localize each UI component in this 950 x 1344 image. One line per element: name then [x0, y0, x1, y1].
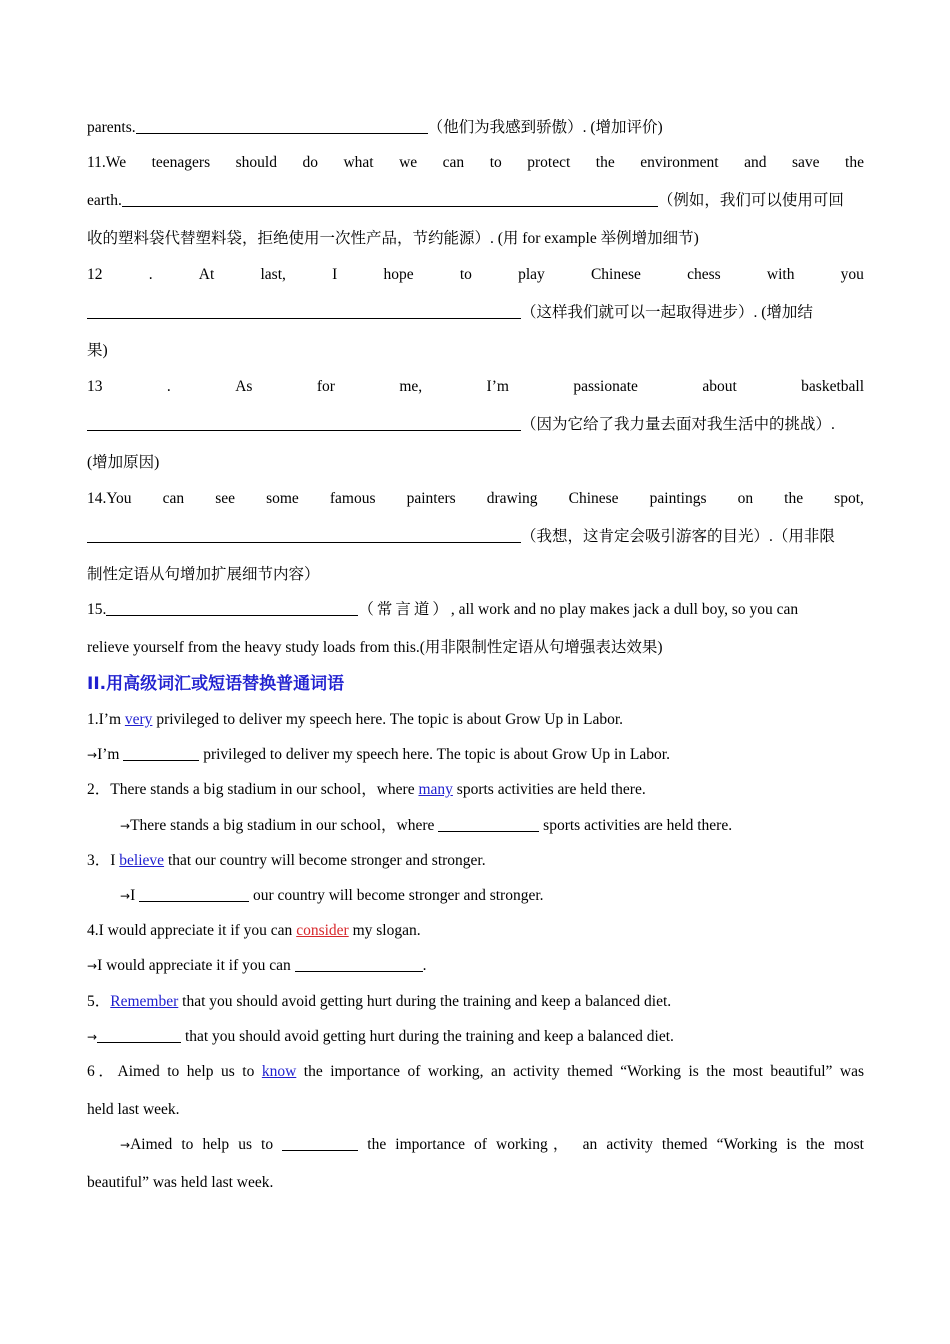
item-11-line2: earth. （例如，我们可以使用可回 [87, 192, 844, 209]
s2-item-4-answer: →I would appreciate it if you can . [87, 957, 427, 974]
item-13-line1: 13 . As for me, I’m passionate about basketball [87, 378, 864, 395]
s2-item-2: 2．There stands a big stadium in our school，where many sports activities are held there. [87, 781, 646, 798]
arrow-icon: → [120, 819, 131, 833]
s2-item-1: 1.I’m very privileged to deliver my speech here. The topic is about Grow Up in Labor. [87, 711, 624, 728]
item-12-line3: 果) [87, 342, 108, 359]
answer-blank[interactable] [438, 816, 539, 832]
item-14-line3: 制性定语从句增加扩展细节内容） [87, 566, 320, 583]
item-14-line2: （我想，这肯定会吸引游客的目光）.（用非限 [87, 527, 835, 546]
s2-item-6-line2: held last week. [87, 1101, 180, 1118]
item-12-line1: 12 . At last, I hope to play Chinese chess with you [87, 266, 864, 283]
item-15-line1: 15. （常言道）, all work and no play makes jack a dull boy, so you can [87, 601, 799, 618]
arrow-icon: → [120, 1138, 131, 1152]
item-11-line1: 11.We teenagers should do what we can to protect the environment and save the [87, 154, 864, 171]
s2-item-3: 3．I believe that our country will become stronger and stronger. [87, 852, 486, 869]
item-10-tail: parents. （他们为我感到骄傲）. (增加评价) [87, 119, 663, 136]
arrow-icon: → [87, 959, 98, 973]
s2-item-1-answer: →I’m privileged to deliver my speech here. The topic is about Grow Up in Labor. [87, 746, 670, 763]
s2-item-6: 6．Aimed to help us to know the importance of working, an activity themed “Working is the most beautiful” was [87, 1063, 864, 1080]
target-word: believe [119, 852, 165, 869]
answer-blank[interactable] [136, 118, 428, 134]
s2-item-5: 5．Remember that you should avoid getting hurt during the training and keep a balanced diet. [87, 993, 672, 1010]
answer-blank[interactable] [106, 600, 358, 616]
s2-item-5-answer: → that you should avoid getting hurt during the training and keep a balanced diet. [87, 1028, 674, 1045]
item-12-line2: （这样我们就可以一起取得进步）. (增加结 [87, 303, 813, 322]
section-heading: II.用高级词汇或短语替换普通词语 [87, 674, 345, 694]
target-word: consider [296, 922, 349, 939]
target-word: Remember [110, 993, 179, 1010]
answer-blank[interactable] [139, 886, 249, 902]
answer-blank[interactable] [97, 1027, 181, 1043]
arrow-icon: → [87, 748, 98, 762]
answer-blank[interactable] [87, 527, 521, 543]
answer-blank[interactable] [87, 415, 521, 431]
item-11-line3: 收的塑料袋代替塑料袋，拒绝使用一次性产品，节约能源）. (用 for example 举例增加细节) [87, 230, 699, 247]
arrow-icon: → [120, 889, 131, 903]
s2-item-3-answer: →I our country will become stronger and stronger. [120, 887, 544, 904]
arrow-icon: → [87, 1030, 98, 1044]
target-word: know [261, 1063, 297, 1080]
s2-item-2-answer: →There stands a big stadium in our school，where sports activities are held there. [120, 817, 733, 834]
s2-item-4: 4.I would appreciate it if you can consider my slogan. [87, 922, 421, 939]
answer-blank[interactable] [123, 745, 199, 761]
item-13-line2: （因为它给了我力量去面对我生活中的挑战）. [87, 415, 835, 434]
item-14-line1: 14.You can see some famous painters drawing Chinese paintings on the spot, [87, 490, 864, 507]
answer-blank[interactable] [282, 1135, 358, 1151]
answer-blank[interactable] [295, 956, 423, 972]
answer-blank[interactable] [87, 303, 521, 319]
target-word: very [124, 711, 153, 728]
answer-blank[interactable] [122, 191, 658, 207]
item-13-line3: (增加原因) [87, 454, 160, 471]
s2-item-6-answer: →Aimed to help us to the importance of working， an activity themed “Working is the most [120, 1136, 864, 1153]
s2-item-6-answer-line2: beautiful” was held last week. [87, 1174, 274, 1191]
item-15-line2: relieve yourself from the heavy study loads from this.(用非限制性定语从句增强表达效果) [87, 639, 663, 656]
target-word: many [418, 781, 453, 798]
